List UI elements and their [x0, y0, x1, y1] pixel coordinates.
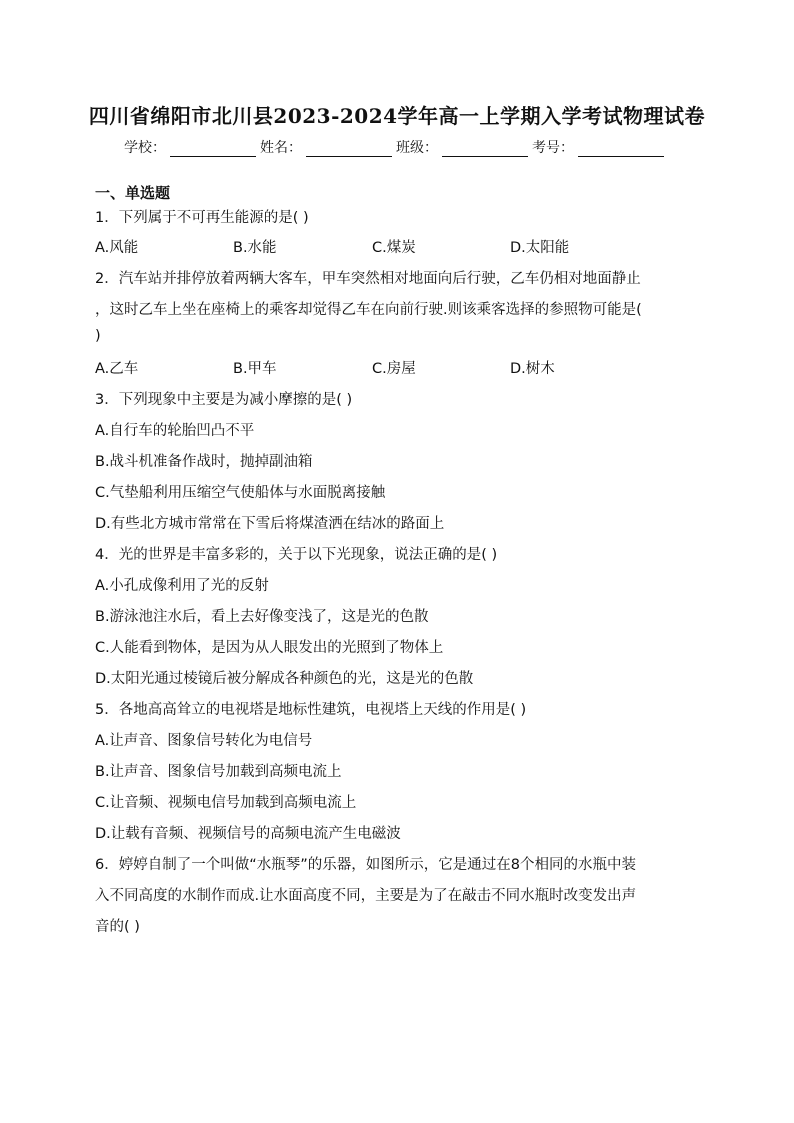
q4-option-d: D.太阳光通过棱镜后被分解成各种颜色的光，这是光的色散: [95, 671, 474, 687]
q6-stem-line1: 6．婷婷自制了一个叫做“水瓶琴”的乐器，如图所示，它是通过在8个相同的水瓶中装: [95, 857, 636, 873]
name-label: 姓名：: [260, 140, 302, 156]
q2-stem-line1: 2．汽车站并排停放着两辆大客车，甲车突然相对地面向后行驶，乙车仍相对地面静止: [95, 271, 641, 287]
q3-stem: 3．下列现象中主要是为减小摩擦的是( ): [95, 392, 353, 408]
section-title: 一、单选题: [95, 184, 171, 202]
q5-option-d: D.让载有音频、视频信号的高频电流产生电磁波: [95, 826, 401, 842]
class-label: 班级：: [396, 140, 438, 156]
student-info-row: [124, 137, 668, 157]
q1-stem: 1．下列属于不可再生能源的是( ): [95, 210, 309, 226]
q3-option-a: A.自行车的轮胎凹凸不平: [95, 423, 255, 439]
page-title: 四川省绵阳市北川县2023-2024学年高一上学期入学考试物理试卷: [88, 104, 706, 128]
q4-option-c: C.人能看到物体，是因为从人眼发出的光照到了物体上: [95, 640, 444, 656]
q1-option-a: A.风能: [95, 240, 139, 256]
q5-option-b: B.让声音、图象信号加载到高频电流上: [95, 764, 342, 780]
q6-stem-line2: 入不同高度的水制作而成.让水面高度不同，主要是为了在敲击不同水瓶时改变发出声: [95, 888, 637, 904]
q1-option-b: B.水能: [233, 240, 277, 256]
q2-option-d: D.树木: [510, 361, 555, 377]
q2-option-c: C.房屋: [372, 361, 416, 377]
q4-option-a: A.小孔成像利用了光的反射: [95, 578, 269, 594]
school-label: 学校：: [124, 140, 166, 156]
number-blank[interactable]: [578, 142, 664, 157]
q2-option-b: B.甲车: [233, 361, 277, 377]
q5-option-c: C.让音频、视频电信号加载到高频电流上: [95, 795, 357, 811]
q4-option-b: B.游泳池注水后，看上去好像变浅了，这是光的色散: [95, 609, 429, 625]
q5-stem: 5．各地高高耸立的电视塔是地标性建筑，电视塔上天线的作用是( ): [95, 702, 527, 718]
school-blank[interactable]: [170, 142, 256, 157]
name-blank[interactable]: [306, 142, 392, 157]
q6-stem-line3: 音的( ): [95, 919, 140, 935]
q1-option-d: D.太阳能: [510, 240, 570, 256]
q5-option-a: A.让声音、图象信号转化为电信号: [95, 733, 313, 749]
class-blank[interactable]: [442, 142, 528, 157]
q2-stem-line3: ): [95, 328, 101, 344]
q3-option-b: B.战斗机准备作战时，抛掉副油箱: [95, 454, 313, 470]
q1-option-c: C.煤炭: [372, 240, 416, 256]
q3-option-c: C.气垫船利用压缩空气使船体与水面脱离接触: [95, 485, 386, 501]
q3-option-d: D.有些北方城市常常在下雪后将煤渣洒在结冰的路面上: [95, 516, 445, 532]
q4-stem: 4．光的世界是丰富多彩的，关于以下光现象，说法正确的是( ): [95, 547, 498, 563]
q2-option-a: A.乙车: [95, 361, 139, 377]
q2-stem-line2: ，这时乙车上坐在座椅上的乘客却觉得乙车在向前行驶.则该乘客选择的参照物可能是(: [95, 302, 642, 318]
number-label: 考号：: [532, 140, 574, 156]
